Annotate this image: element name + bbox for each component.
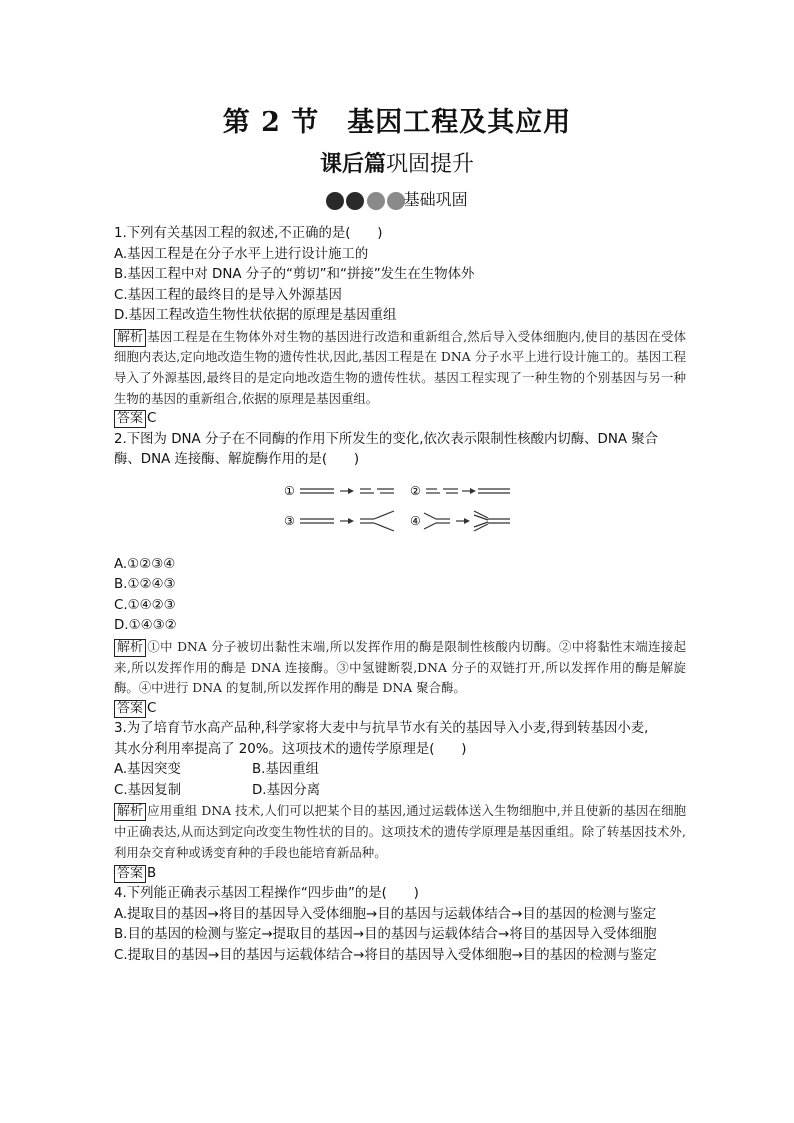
answer <box>114 864 686 885</box>
subtitle-bold: 课后篇 <box>319 151 386 177</box>
question-stem: 1.下列有关基因工程的叙述,不正确的是( ) <box>114 226 383 241</box>
analysis-text: 基因工程是在生物体外对生物的基因进行改造和重新组合,然后导入受体细胞内,使目的基因在受体细胞内表达,定向地改造生物的遗传性状,因此,基因工程是在 DNA 分子水平上进行设计施工的。基因工程导入了外源基因,最终目的是定向地改造生物的遗传性状。基因工程实现了一种生物的个别基因与另一种生物的基因的重新组合,依据的原理是基因重组。 <box>114 328 686 406</box>
option-b: B.基因工程中对 DNA 分子的“剪切”和“拼接”发生在生物体外 <box>114 267 475 282</box>
fig-label-2: ② <box>410 483 421 498</box>
dot-icon <box>326 192 344 210</box>
page-title: 第 2 节 基因工程及其应用 <box>222 107 572 138</box>
analysis-tag: 解析 <box>114 803 146 821</box>
option-c: C.基因工程的最终目的是导入外源基因 <box>114 287 342 303</box>
option-row <box>114 760 686 781</box>
option-c: C.提取目的基因→目的基因与运载体结合→将目的基因导入受体细胞→目的基因的检测与鉴定 <box>114 947 657 963</box>
question-3 <box>114 719 686 884</box>
option-b: B.基因重组 <box>252 762 320 778</box>
option-d: D.基因分离 <box>252 782 321 798</box>
analysis-tag: 解析 <box>114 639 146 657</box>
dot-icon <box>367 192 385 210</box>
fig-label-4: ④ <box>410 513 421 528</box>
section-heading <box>0 187 794 210</box>
answer-value: B <box>147 865 157 881</box>
analysis <box>114 801 686 863</box>
question-1 <box>114 224 686 430</box>
panel-3-dna <box>300 511 394 531</box>
dot-icon <box>387 192 405 210</box>
analysis <box>114 637 686 699</box>
fig-label-1: ① <box>284 483 295 498</box>
option-a: A.提取目的基因→将目的基因导入受体细胞→目的基因与运载体结合→目的基因的检测与鉴定 <box>114 906 657 922</box>
subtitle-rest: 巩固提升 <box>386 152 475 177</box>
panel-4-dna <box>424 511 510 531</box>
option-a: A.①②③④ <box>114 556 176 572</box>
page-subtitle <box>0 147 794 178</box>
answer <box>114 409 686 430</box>
option-d: D.①④③② <box>114 618 177 634</box>
question-2 <box>114 430 686 720</box>
dot-icon <box>346 192 364 210</box>
fig-label-3: ③ <box>284 513 295 528</box>
answer-value: C <box>147 700 157 716</box>
panel-2-dna <box>426 488 510 494</box>
question-stem-line-1: 2.下图为 DNA 分子在不同酶的作用下所发生的变化,依次表示限制性核酸内切酶、DNA 聚合 <box>114 431 659 447</box>
option-c: C.①④②③ <box>114 597 176 613</box>
panel-1-dna <box>300 488 394 494</box>
question-stem-line-1: 3.为了培育节水高产品种,科学家将大麦中与抗旱节水有关的基因导入小麦,得到转基因小麦, <box>114 721 649 737</box>
question-4 <box>114 884 686 966</box>
answer-tag: 答案 <box>114 700 146 718</box>
question-stem: 4.下列能正确表示基因工程操作“四步曲”的是( ) <box>114 886 419 902</box>
option-a: A.基因工程是在分子水平上进行设计施工的 <box>114 246 369 262</box>
question-stem-line-2: 酶、DNA 连接酶、解旋酶作用的是( ) <box>114 452 360 468</box>
option-row <box>114 781 686 802</box>
answer <box>114 699 686 720</box>
question-list <box>114 224 686 966</box>
answer-tag: 答案 <box>114 865 146 883</box>
dna-change-figure <box>274 475 514 539</box>
enzyme-diagram <box>114 475 686 545</box>
option-c: C.基因复制 <box>114 782 182 798</box>
section-label: 基础巩固 <box>403 190 468 209</box>
analysis-text: 应用重组 DNA 技术,人们可以把某个目的基因,通过运载体送入生物细胞中,并且使新的基因在细胞中正确表达,从而达到定向改变生物性状的目的。这项技术的遗传学原理是基因重组。除了转基因技术外,利用杂交育种或诱变育种的手段也能培育新品种。 <box>114 803 686 860</box>
option-d: D.基因工程改造生物性状依据的原理是基因重组 <box>114 308 397 323</box>
option-a: A.基因突变 <box>114 762 181 778</box>
analysis-text: ①中 DNA 分子被切出黏性末端,所以发挥作用的酶是限制性核酸内切酶。②中将黏性末端连接起来,所以发挥作用的酶是 DNA 连接酶。③中氢键断裂,DNA 分子的双链打开,所以发挥作用的酶是解旋酶。④中进行 DNA 的复制,所以发挥作用的酶是 DNA 聚合酶。 <box>114 638 686 696</box>
option-b: B.目的基因的检测与鉴定→提取目的基因→目的基因与运载体结合→将目的基因导入受体细胞 <box>114 927 657 943</box>
analysis <box>114 327 686 410</box>
answer-value: C <box>147 411 157 427</box>
level-dots-icon <box>326 191 401 211</box>
question-stem-line-2: 其水分利用率提高了 20%。这项技术的遗传学原理是( ) <box>114 741 467 757</box>
answer-tag: 答案 <box>114 410 146 428</box>
analysis-tag: 解析 <box>114 329 146 347</box>
option-b: B.①②④③ <box>114 577 176 593</box>
